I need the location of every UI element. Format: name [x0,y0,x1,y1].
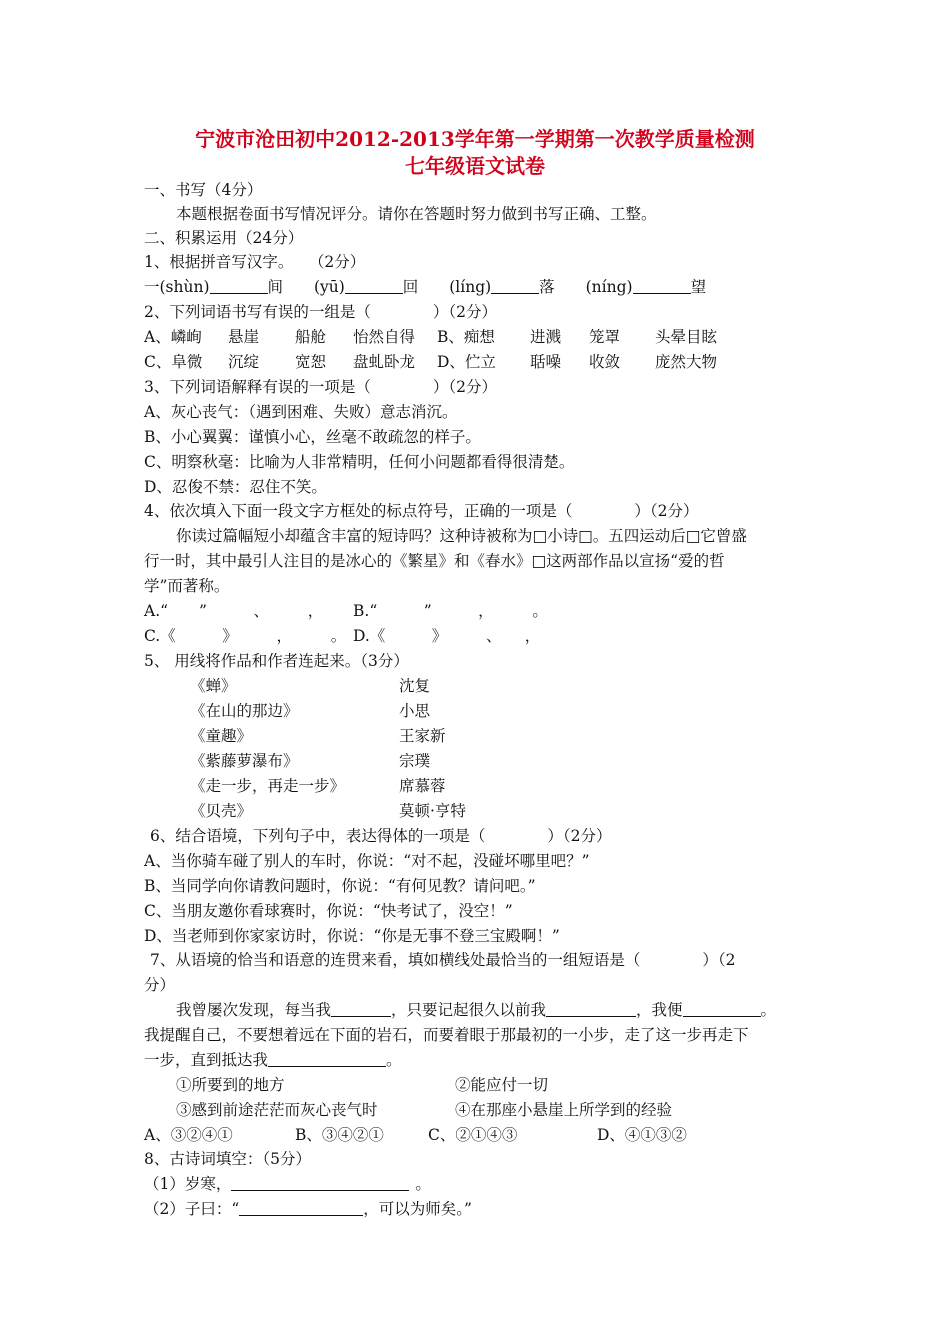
q2-word: 悬崖 [228,328,260,346]
q5-author: 王家新 [399,727,446,745]
q6-option-b: B、当同学向你请教问题时，你说：“有何见教？请问吧。” [144,877,536,895]
q2-word: 收敛 [589,353,621,371]
q4-option-c: C.《 》 ， 。 [144,627,347,645]
q8-line-2: （2）子曰：“ ，可以为师矣。” [144,1200,472,1218]
q1-items [144,277,706,297]
q2-word: 沉绽 [228,353,260,371]
blank-line [210,277,268,294]
q7-passage-line-3: 一步，直到抵达我 。 [144,1051,402,1069]
blank-line [546,1000,636,1017]
q6-option-a: A、当你骑车碰了别人的车时，你说：“对不起，没碰坏哪里吧？” [144,852,590,870]
q2-word: 庞然大物 [655,353,718,371]
q3-option-b: B、小心翼翼：谨慎小心，丝毫不敢疏忽的样子。 [144,428,481,446]
blank-line [331,1000,391,1017]
q2-word: 盘虬卧龙 [353,353,416,371]
q8-line-1: （1）岁寒， 。 [144,1175,431,1193]
exam-title: 宁波市沧田初中2012-2013学年第一学期第一次教学质量检测 [195,127,755,151]
q5-work: 《蝉》 [190,677,237,695]
q4-passage-line-2: 行一时，其中最引人注目的是冰心的《繁星》和《春水》□这两部作品以宣扬“爱的哲 [144,552,725,570]
q2-word: A、嶙峋 [144,328,202,346]
q2-word: 宽恕 [295,353,327,371]
blank-line [683,1000,761,1017]
q2-word: 头晕目眩 [655,328,718,346]
q7-option: A、③②④① [144,1126,233,1144]
q2-word: C、阜微 [144,353,203,371]
q7-option: C、②①④③ [428,1126,518,1144]
q4-stem: 4、依次填入下面一段文字方框处的标点符号，正确的一项是（ ）（2分） [144,502,699,520]
q7-choice: ②能应付一切 [455,1076,549,1094]
q2-word: 进溅 [530,328,562,346]
q2-word: 怡然自得 [353,328,416,346]
q7-choice: ①所要到的地方 [176,1076,285,1094]
q1-item-3: (líng) 落 [449,278,555,296]
section-2-heading: 二、积累运用（24分） [144,229,304,247]
q4-passage-line-3: 学”而著称。 [144,577,230,595]
q5-work: 《贝壳》 [190,802,253,820]
q3-stem: 3、下列词语解释有误的一项是（ ）（2分） [144,378,497,396]
exam-subtitle: 七年级语文试卷 [405,154,545,178]
q5-stem: 5、 用线将作品和作者连起来。（3分） [144,652,409,670]
q1-stem: 1、根据拼音写汉字。 （2分） [144,253,366,271]
q7-stem-cont: 分） [144,976,176,994]
q1-item-2: (yū) 回 [313,278,419,296]
q2-stem: 2、下列词语书写有误的一组是（ ）（2分） [144,303,497,321]
q5-author: 小思 [399,702,431,720]
q5-author: 沈复 [399,677,431,695]
q1-item-4: (níng) 望 [585,278,707,296]
q8-stem: 8、古诗词填空：（5分） [144,1150,311,1168]
q5-author: 莫顿·亨特 [399,802,466,820]
q5-author: 席慕蓉 [399,777,446,795]
q5-author: 宗璞 [399,752,431,770]
blank-line [491,277,539,294]
q2-word: B、痴想 [437,328,495,346]
blank-line [633,277,691,294]
q7-choice: ④在那座小悬崖上所学到的经验 [455,1101,673,1119]
q3-option-a: A、灰心丧气：（遇到困难、失败）意志消沉。 [144,403,458,421]
q2-word: D、伫立 [437,353,496,371]
blank-line [268,1050,386,1067]
q6-option-d: D、当老师到你家家访时，你说：“你是无事不登三宝殿啊！” [144,927,560,945]
q2-word: 聒噪 [530,353,562,371]
q7-stem: 7、从语境的恰当和语意的连贯来看，填如横线处最恰当的一组短语是（ ）（2 [150,951,736,969]
q5-work: 《走一步，再走一步》 [190,777,346,795]
section-1-body: 本题根据卷面书写情况评分。请你在答题时努力做到书写正确、工整。 [176,205,657,223]
q6-option-c: C、当朋友邀你看球赛时，你说：“快考试了，没空！” [144,902,513,920]
q2-word: 船舱 [295,328,327,346]
blank-line [231,1174,409,1191]
q5-work: 《童趣》 [190,727,253,745]
q4-option-a: A.“ ” 、 ， [144,602,324,620]
q4-passage-line-1: 你读过篇幅短小却蕴含丰富的短诗吗？这种诗被称为□小诗□。五四运动后□它曾盛 [176,527,747,545]
q7-choice: ③感到前途茫茫而灰心丧气时 [176,1101,378,1119]
q4-option-b: B.“ ” ， 。 [353,602,548,620]
q7-option: B、③④②① [295,1126,384,1144]
q7-passage-line-1: 我曾屡次发现，每当我 ，只要记起很久以前我 ，我便 。 [176,1001,777,1019]
q5-work: 《在山的那边》 [190,702,299,720]
q2-word: 笼罩 [589,328,621,346]
blank-line [239,1199,363,1216]
q4-option-d: D.《 》 、 ， [353,627,541,645]
q7-option: D、④①③② [597,1126,687,1144]
q3-option-c: C、明察秋毫：比喻为人非常精明，任何小问题都看得很清楚。 [144,453,575,471]
q3-option-d: D、忍俊不禁：忍住不笑。 [144,478,327,496]
q5-work: 《紫藤萝瀑布》 [190,752,299,770]
q7-passage-line-2: 我提醒自己，不要想着远在下面的岩石，而要着眼于那最初的一小步，走了这一步再走下 [144,1026,749,1044]
q6-stem: 6、结合语境，下列句子中，表达得体的一项是（ ）（2分） [150,827,612,845]
section-1-heading: 一、书写（4分） [144,181,263,199]
blank-line [345,277,403,294]
q1-item-1: 一(shùn) 间 [144,278,284,296]
